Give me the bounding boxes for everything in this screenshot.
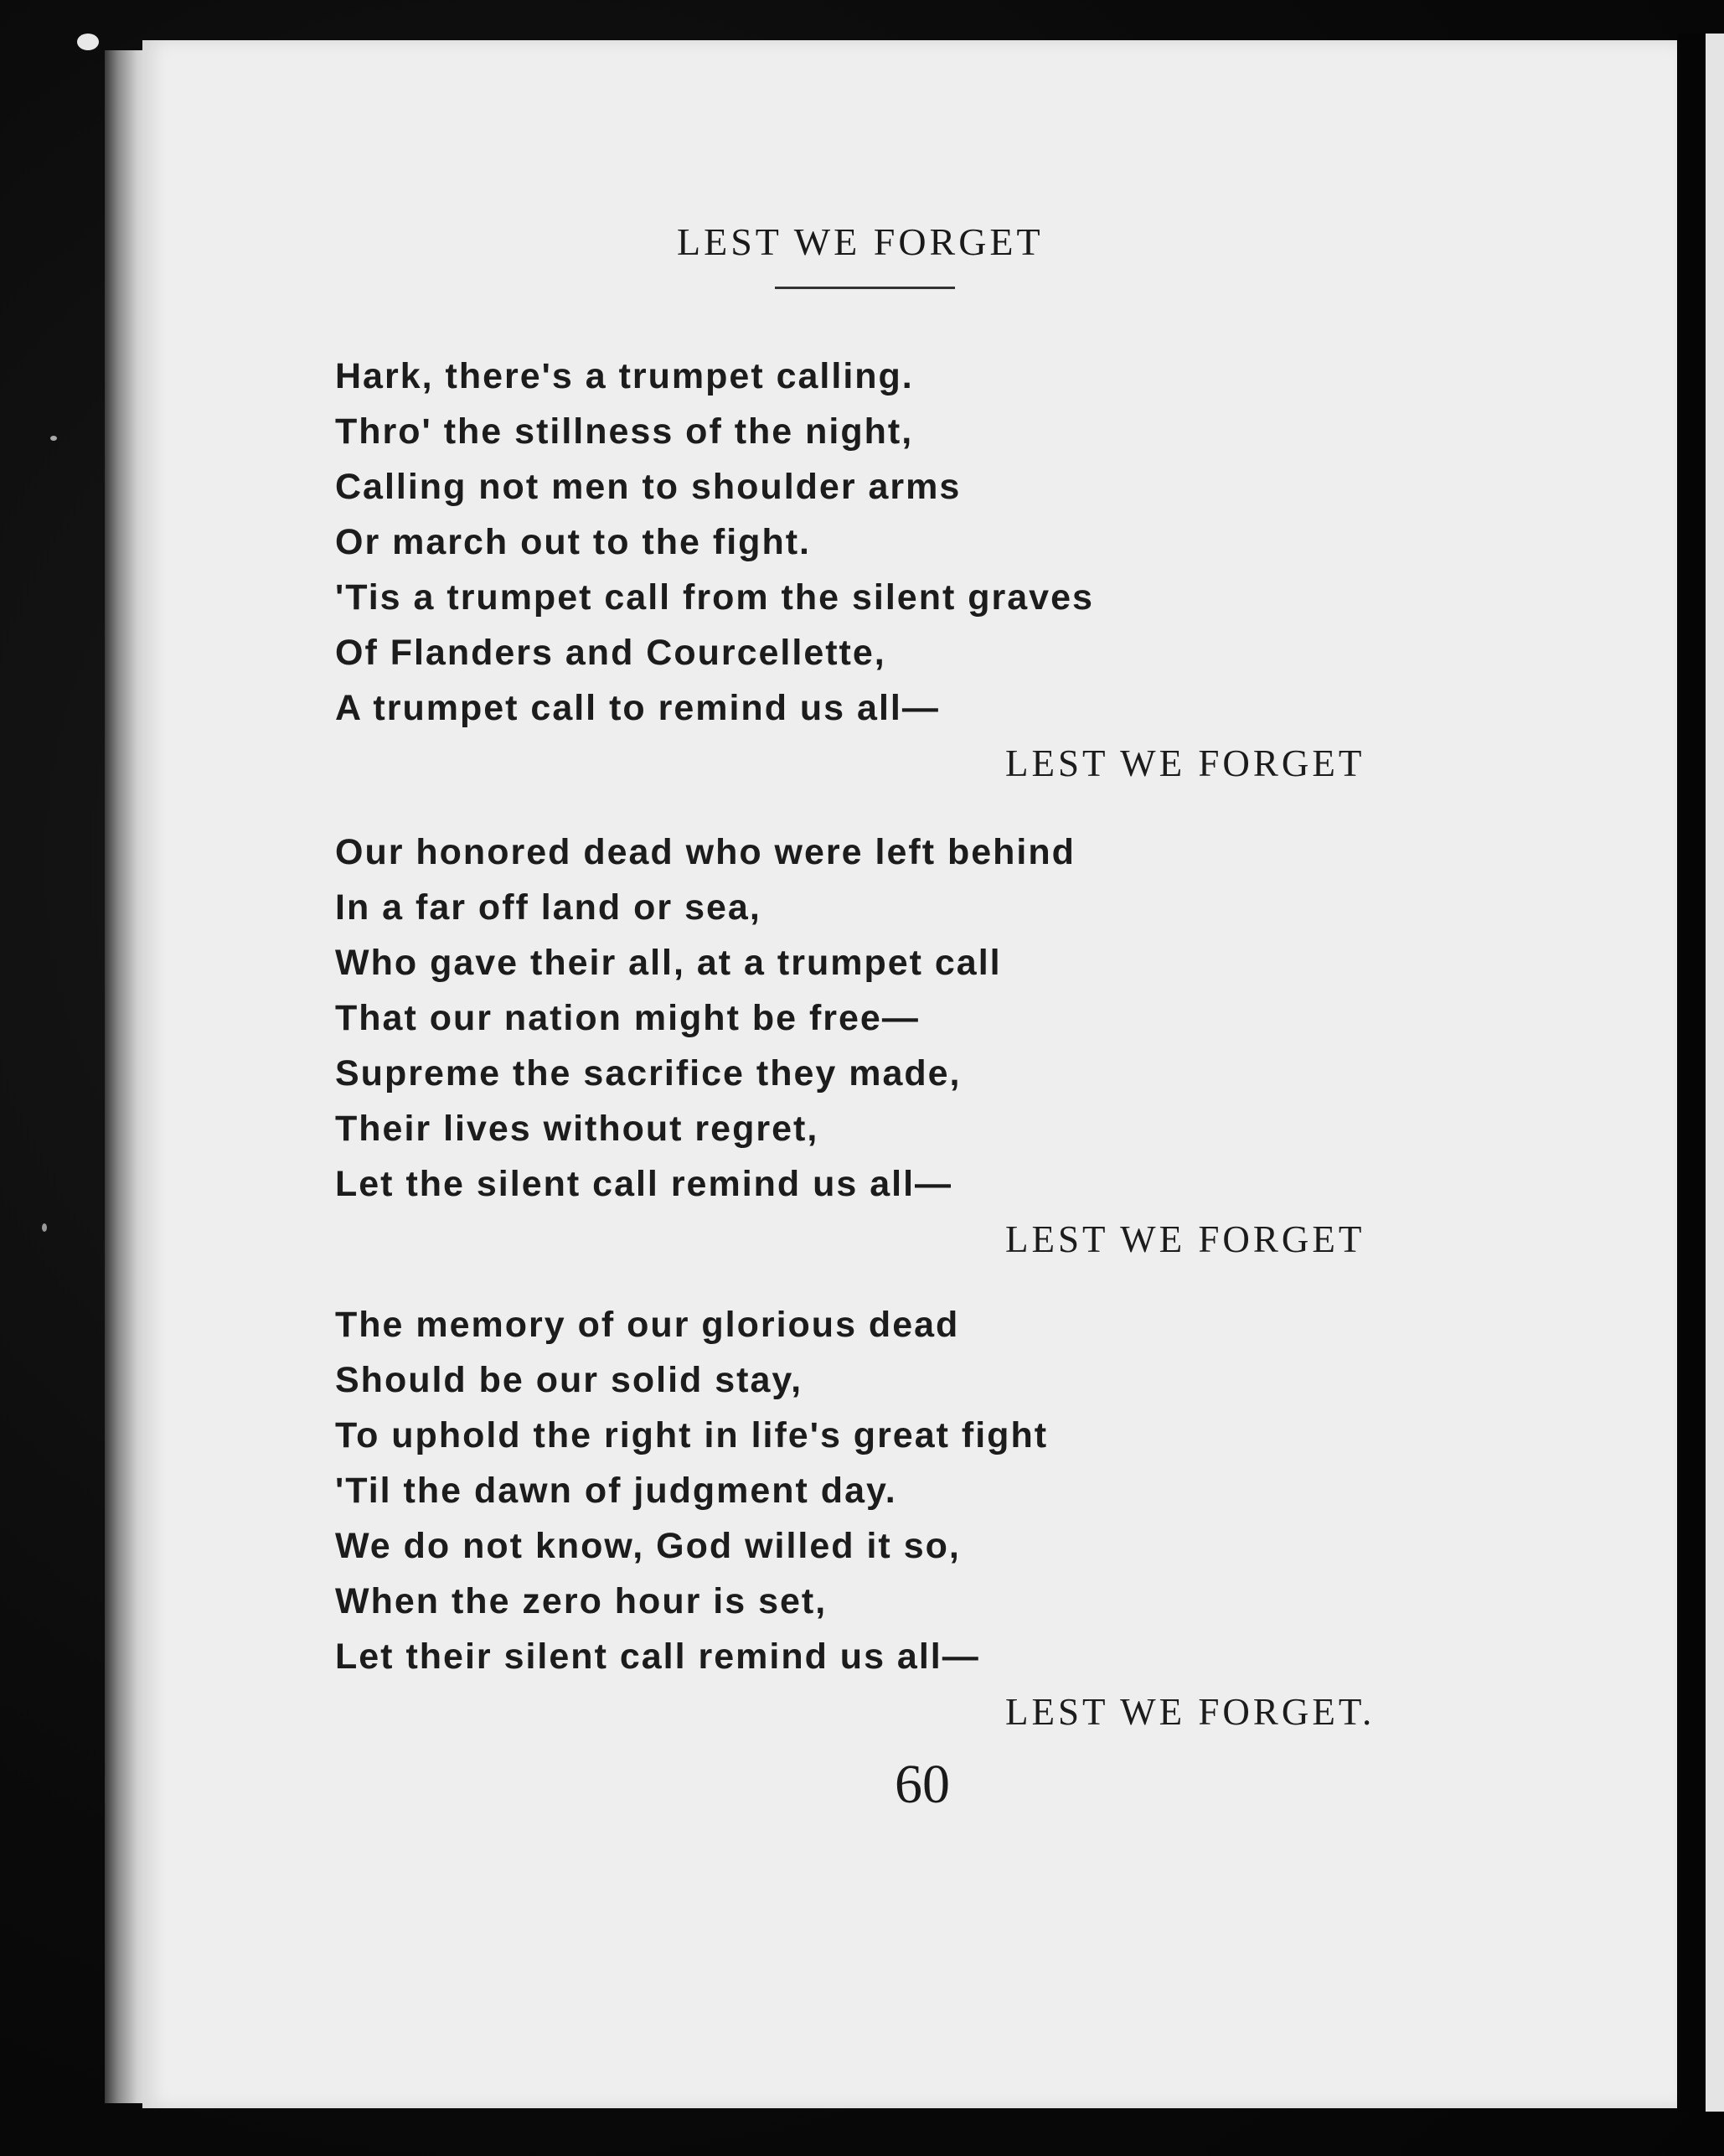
refrain-line: LEST WE FORGET [1005, 742, 1365, 784]
dust-speck [50, 436, 57, 441]
poem-line: That our nation might be free— [335, 998, 920, 1038]
stanza-1 [335, 349, 1550, 791]
dust-speck [42, 1223, 47, 1232]
title-rule [775, 287, 955, 289]
stanza-2 [335, 825, 1550, 1267]
book-page [142, 40, 1677, 2108]
poem-line: Let their silent call remind us all— [335, 1636, 980, 1677]
poem-line: Or march out to the fight. [335, 522, 811, 562]
poem-title: LEST WE FORGET [677, 220, 1044, 263]
poem-line: Hark, there's a trumpet calling. [335, 356, 914, 396]
poem-line: Our honored dead who were left behind [335, 832, 1076, 872]
poem-line: A trumpet call to remind us all— [335, 688, 940, 728]
page-number: 60 [895, 1754, 950, 1815]
poem-line: 'Til the dawn of judgment day. [335, 1471, 897, 1511]
poem-line: When the zero hour is set, [335, 1581, 828, 1621]
poem-line: We do not know, God willed it so, [335, 1526, 961, 1566]
poem-line: Thro' the stillness of the night, [335, 411, 914, 452]
poem-line: Let the silent call remind us all— [335, 1164, 953, 1204]
poem-line: Should be our solid stay, [335, 1360, 803, 1400]
poem-line: In a far off land or sea, [335, 887, 761, 928]
stanza-3 [335, 1297, 1550, 1740]
poem-line: Supreme the sacrifice they made, [335, 1053, 962, 1094]
next-page-sliver [1706, 34, 1724, 2112]
poem-line: To uphold the right in life's great fight [335, 1415, 1049, 1455]
poem-line: The memory of our glorious dead [335, 1305, 960, 1345]
refrain-line: LEST WE FORGET. [1005, 1691, 1376, 1733]
poem-line: 'Tis a trumpet call from the silent graves [335, 577, 1094, 618]
dust-speck [77, 34, 99, 50]
poem-line: Who gave their all, at a trumpet call [335, 943, 1002, 983]
poem-line: Calling not men to shoulder arms [335, 467, 962, 507]
refrain-line: LEST WE FORGET [1005, 1218, 1365, 1260]
poem-line: Of Flanders and Courcellette, [335, 633, 886, 673]
poem-line: Their lives without regret, [335, 1109, 819, 1149]
binding-gap [1677, 34, 1706, 2112]
